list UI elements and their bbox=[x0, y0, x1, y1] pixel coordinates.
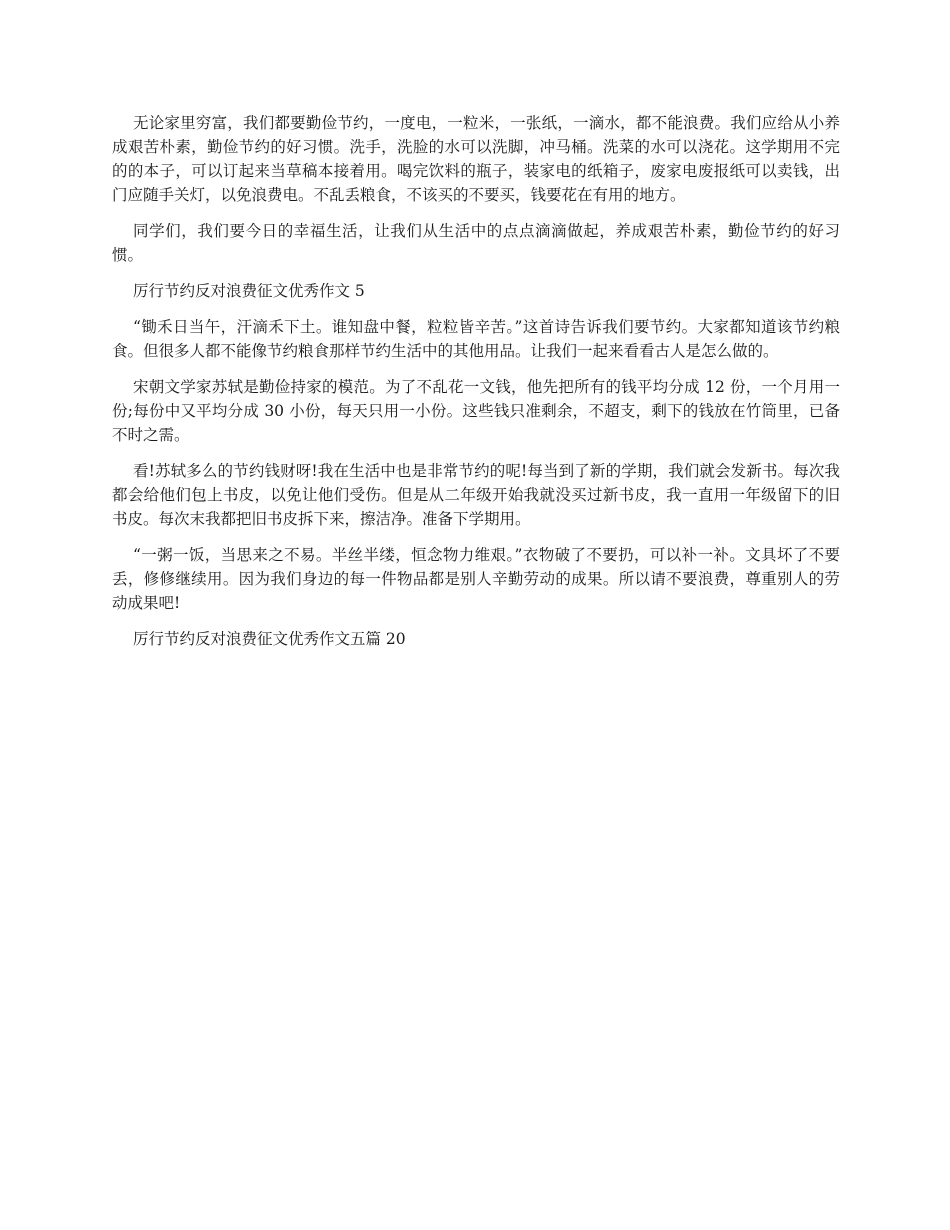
paragraph-book-covers: 看!苏轼多么的节约钱财呀!我在生活中也是非常节约的呢!每当到了新的学期，我们就会发新书。每次我都会给他们包上书皮，以免让他们受伤。但是从二年级开始我就没买过新书皮，我一直用一年级留下的旧书皮。每次末我都把旧书皮拆下来，擦洁净。准备下学期用。 bbox=[112, 462, 840, 528]
paragraph-classmates: 同学们，我们要今日的幸福生活，让我们从生活中的点点滴滴做起，养成艰苦朴素，勤俭节约的好习惯。 bbox=[112, 222, 840, 264]
paragraph-poem-grain: “锄禾日当午，汗滴禾下土。谁知盘中餐，粒粒皆辛苦。”这首诗告诉我们要节约。大家都知道该节约粮食。但很多人都不能像节约粮食那样节约生活中的其他用品。让我们一起来看看古人是怎么做的。 bbox=[112, 318, 840, 360]
document-body bbox=[112, 111, 840, 663]
essay-heading-20: 厉行节约反对浪费征文优秀作文五篇 20 bbox=[133, 630, 406, 648]
essay-heading-5: 厉行节约反对浪费征文优秀作文 5 bbox=[133, 282, 365, 300]
paragraph-thrift-habits: 无论家里穷富，我们都要勤俭节约，一度电，一粒米，一张纸，一滴水，都不能浪费。我们应给从小养成艰苦朴素，勤俭节约的好习惯。洗手，洗脸的水可以洗脚，冲马桶。洗菜的水可以浇花。这学期用不完的的本子，可以订起来当草稿本接着用。喝完饮料的瓶子，装家电的纸箱子，废家电废报纸可以卖钱，出门应随手关灯，以免浪费电。不乱丢粮食，不该买的不要买，钱要花在有用的地方。 bbox=[112, 114, 840, 204]
paragraph-porridge-quote: “一粥一饭，当思来之不易。半丝半缕，恒念物力维艰。”衣物破了不要扔，可以补一补。文具坏了不要丢，修修继续用。因为我们身边的每一件物品都是别人辛勤劳动的成果。所以请不要浪费，尊重别人的劳动成果吧! bbox=[112, 546, 840, 612]
paragraph-su-shi: 宋朝文学家苏轼是勤俭持家的模范。为了不乱花一文钱，他先把所有的钱平均分成 12 份，一个月用一份;每份中又平均分成 30 小份，每天只用一小份。这些钱只准剩余，不超支，剩下的钱放在竹筒里，已备不时之需。 bbox=[112, 378, 840, 444]
